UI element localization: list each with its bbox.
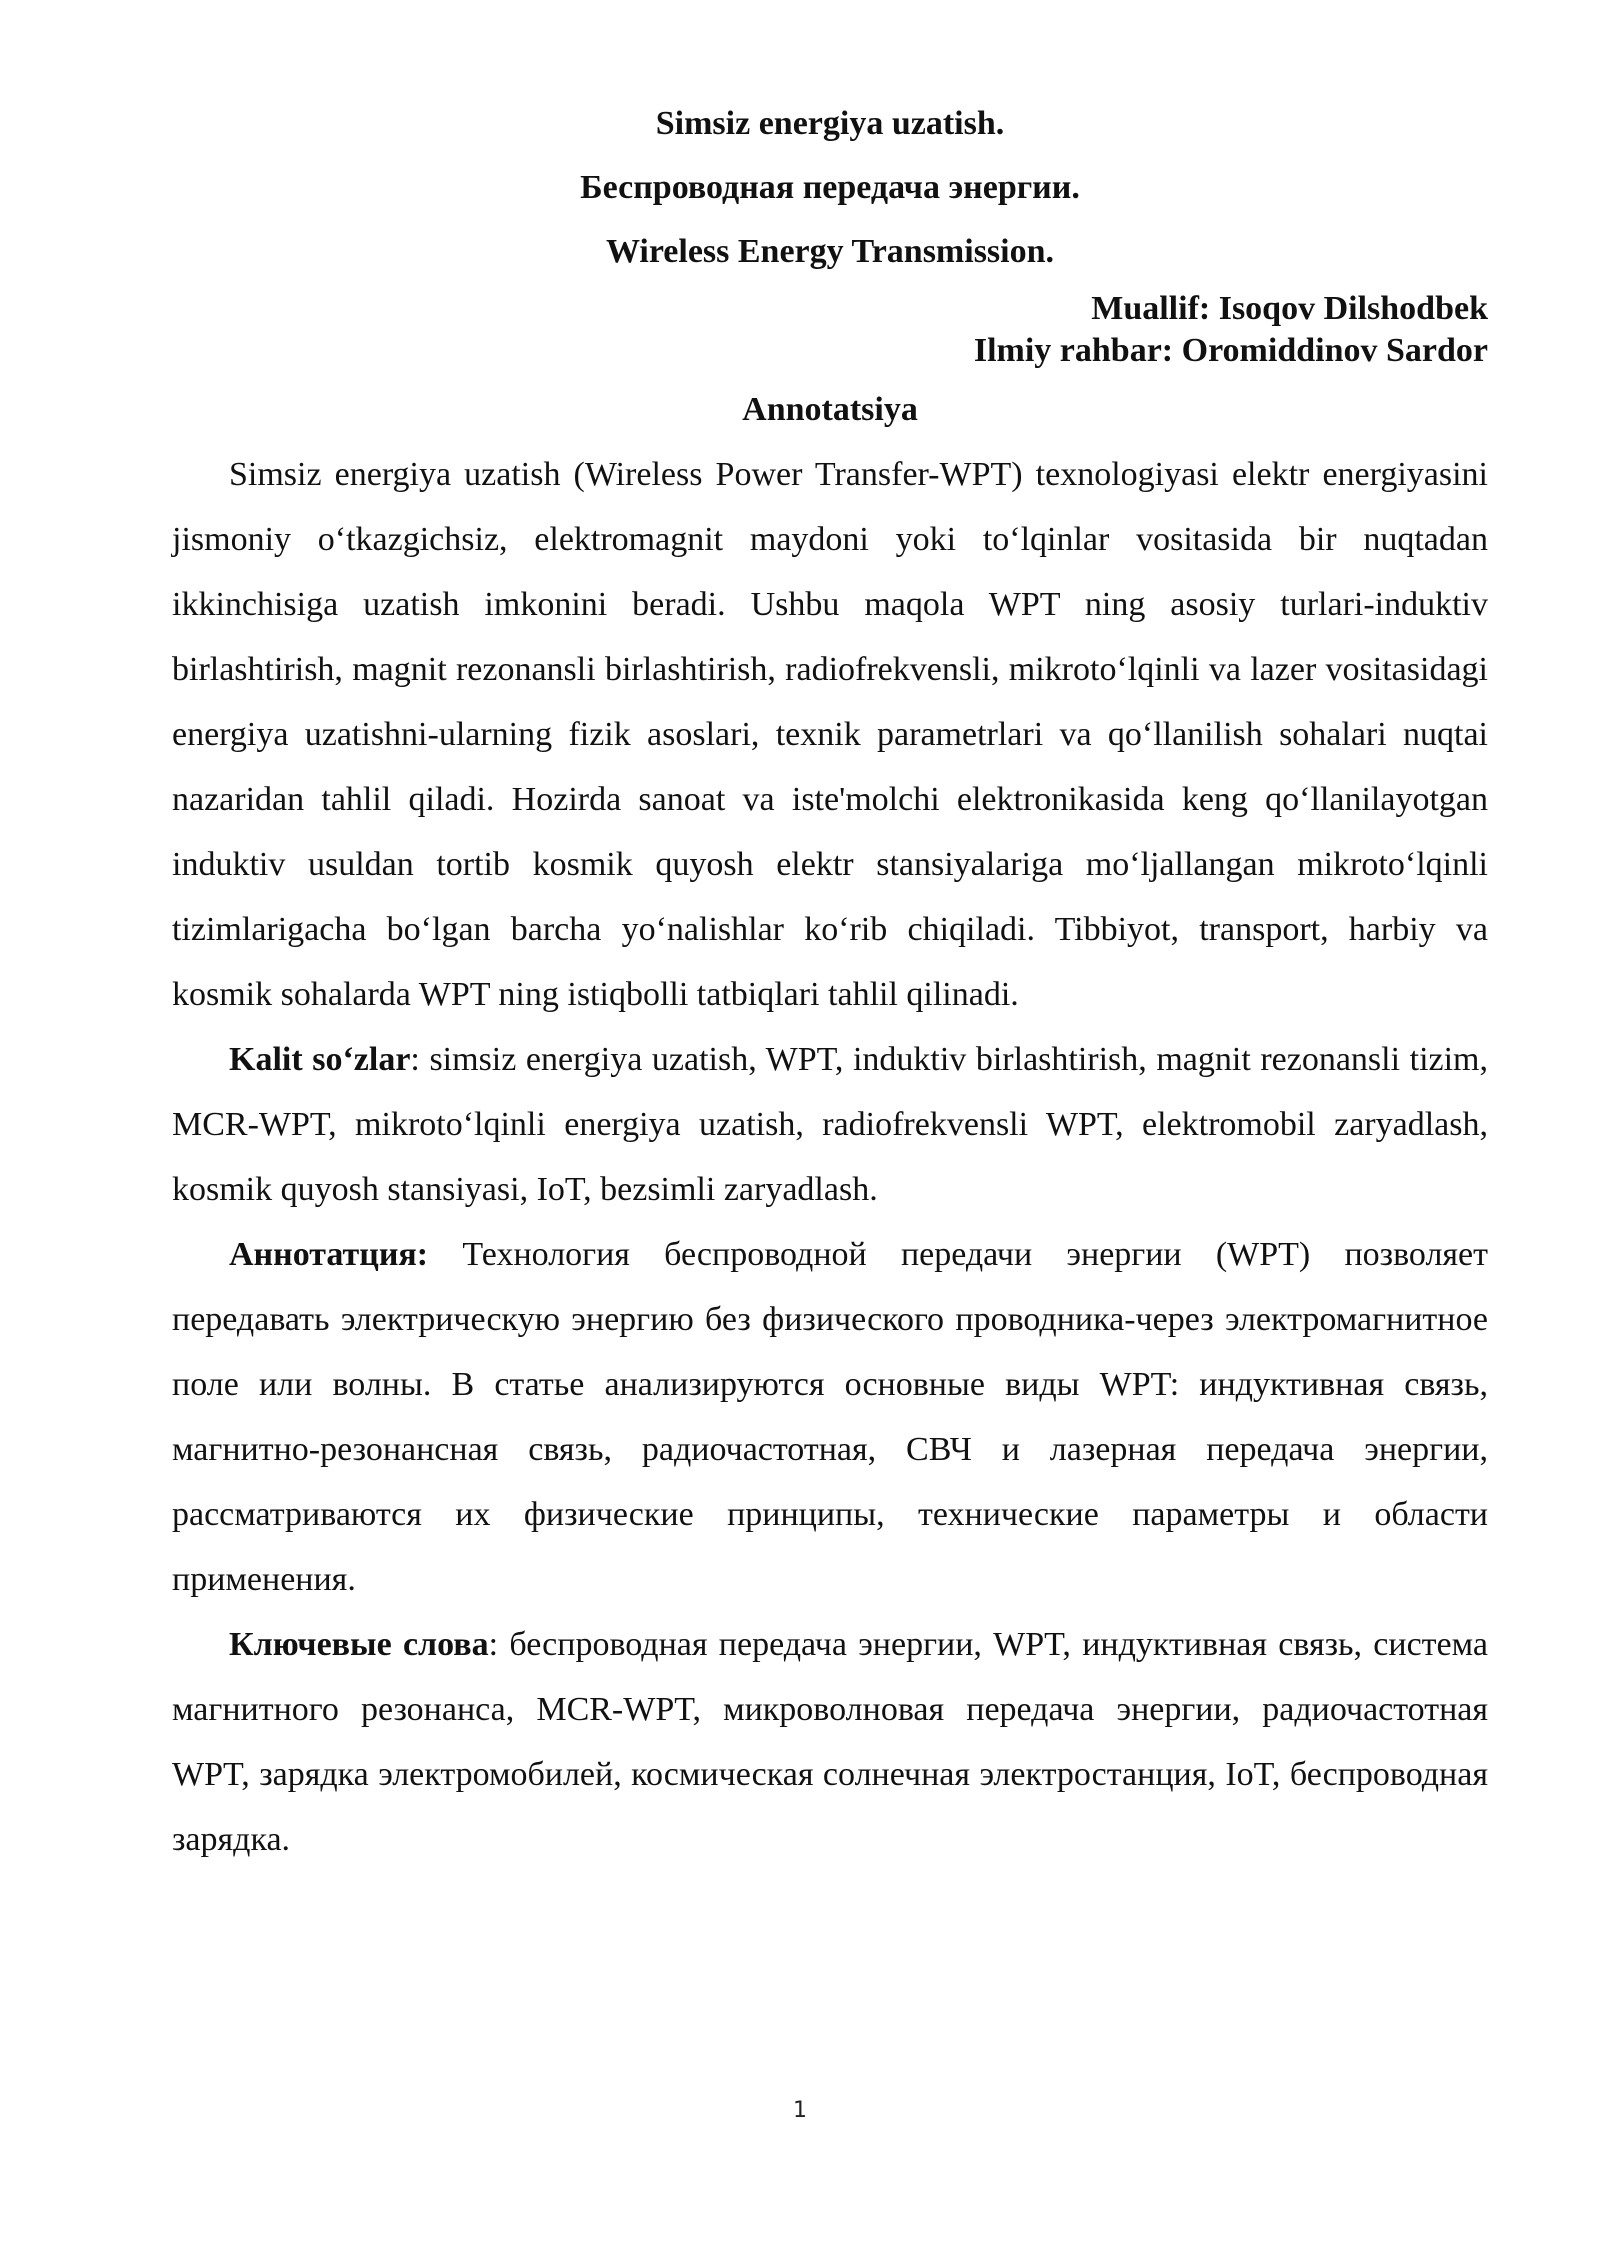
annotation-uzbek-paragraph: Simsiz energiya uzatish (Wireless Power Transfer-WPT) texnologiyasi elektr energiyasini jismoniy o‘tkazgichsiz, elektromagnit maydoni yoki to‘lqinlar vositasida bir nuqtadan ikkinchisiga uzatish imkonini beradi. Ushbu maqola WPT ning asosiy turlari-induktiv birlashtirish, magnit rezonansli birlashtirish, radiofrekvensli, mikroto‘lqinli va lazer vositasidagi energiya uzatishni-ularning fizik asoslari, texnik parametrlari va qo‘llanilish sohalari nuqtai nazaridan tahlil qiladi. Hozirda sanoat va iste'molchi elektronikasida keng qo‘llanilayotgan induktiv usuldan tortib kosmik quyosh elektr stansiyalariga mo‘ljallangan mikroto‘lqinli tizimlarigacha bo‘lgan barcha yo‘nalishlar ko‘rib chiqiladi. Tibbiyot, transport, harbiy va kosmik sohalarda WPT ning istiqbolli tatbiqlari tahlil qilinadi. <box>172 456 1488 1013</box>
keywords-uzbek-separator: : <box>410 1041 420 1078</box>
keywords-russian-label: Ключевые слова <box>229 1626 489 1663</box>
annotation-russian-label: Аннотатция: <box>229 1236 429 1273</box>
annotation-russian-paragraph <box>172 1222 1488 1612</box>
title-russian: Беспроводная передача энергии. <box>580 169 1080 206</box>
keywords-russian-text: беспроводная передача энергии, WPT, индуктивная связь, система магнитного резонанса, MCR-WPT, микроволновая передача энергии, радиочастотная WPT, зарядка электромобилей, космическая солнечная электростанция, IoT, беспроводная зарядка. <box>172 1626 1489 1858</box>
keywords-uzbek-paragraph <box>172 1027 1488 1222</box>
keywords-russian-paragraph <box>172 1612 1488 1872</box>
document-page <box>172 92 1488 1872</box>
author-line: Muallif: Isoqov Dilshodbek <box>1091 290 1488 327</box>
keywords-uzbek-text: simsiz energiya uzatish, WPT, induktiv birlashtirish, magnit rezonansli tizim, MCR-WPT, mikroto‘lqinli energiya uzatish, radiofrekvensli WPT, elektromobil zaryadlash, kosmik quyosh stansiyasi, IoT, bezsimli zaryadlash. <box>172 1041 1489 1208</box>
annotation-russian-text: Технология беспроводной передачи энергии (WPT) позволяет передавать электрическую энергию без физического проводника-через электромагнитное поле или волны. В статье анализируются основные виды WPT: индуктивная связь, магнитно-резонансная связь, радиочастотная, СВЧ и лазерная передача энергии, рассматриваются их физические принципы, технические параметры и области применения. <box>172 1236 1488 1598</box>
supervisor-line: Ilmiy rahbar: Oromiddinov Sardor <box>973 332 1488 369</box>
title-uzbek: Simsiz energiya uzatish. <box>655 105 1005 142</box>
author-block <box>172 288 1488 372</box>
keywords-uzbek-label: Kalit so‘zlar <box>229 1041 411 1078</box>
annotation-heading: Annotatsiya <box>742 391 918 428</box>
title-english: Wireless Energy Transmission. <box>605 233 1055 270</box>
page-number: 1 <box>793 2098 807 2123</box>
keywords-russian-separator: : <box>488 1626 499 1663</box>
